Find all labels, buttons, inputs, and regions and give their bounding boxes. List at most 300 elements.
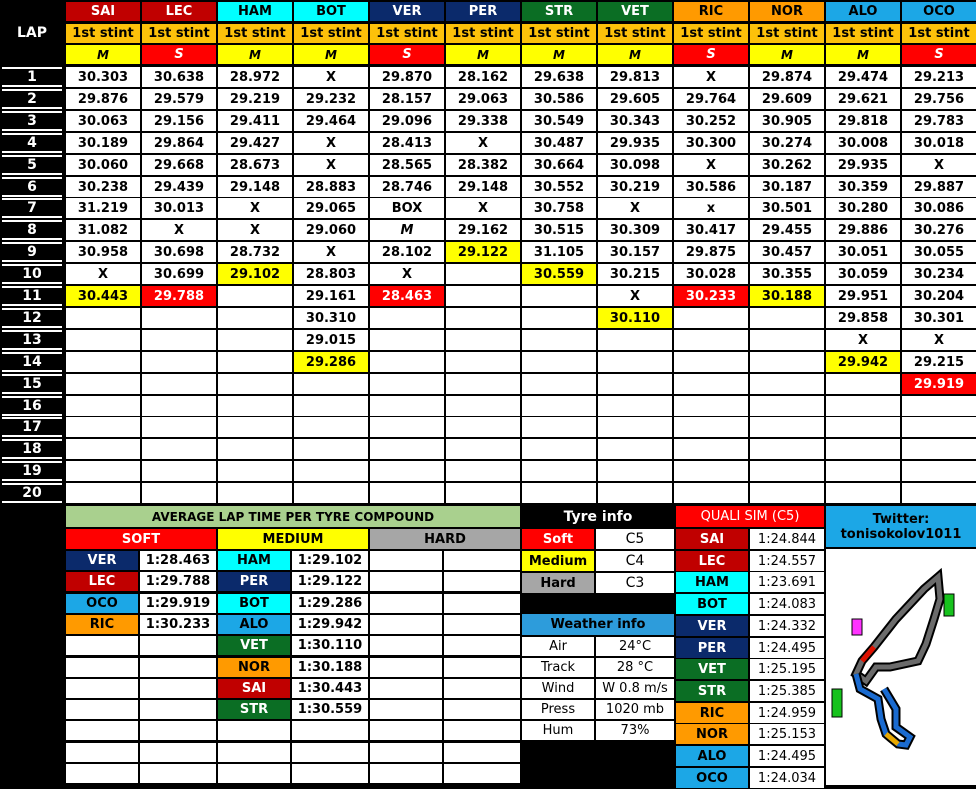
- lap-time-cell: 30.018: [902, 133, 976, 153]
- compound-label: M: [294, 45, 368, 64]
- compound-label: M: [66, 45, 140, 64]
- lap-time-cell: 29.887: [902, 177, 976, 197]
- lap-time-cell: 29.783: [902, 111, 976, 131]
- empty-cell: [370, 572, 442, 591]
- lap-time-cell: X: [598, 198, 672, 218]
- lap-time-cell: [66, 483, 140, 503]
- twitter-handle[interactable]: tonisokolov1011: [840, 526, 962, 542]
- lap-time-cell: 28.463: [370, 286, 444, 306]
- medium-driver: HAM: [218, 551, 290, 570]
- lap-time-cell: 28.162: [446, 67, 520, 87]
- empty-cell: [292, 743, 368, 762]
- lap-time-cell: 28.803: [294, 264, 368, 284]
- empty-cell: [444, 700, 520, 719]
- empty-cell: [66, 658, 138, 677]
- medium-driver: BOT: [218, 594, 290, 613]
- lap-time-cell: 29.161: [294, 286, 368, 306]
- lap-time-cell: 29.579: [142, 89, 216, 109]
- lap-time-cell: 30.059: [826, 264, 900, 284]
- stint-label: 1st stint: [66, 24, 140, 43]
- lap-time-cell: 29.858: [826, 308, 900, 328]
- lap-time-cell: 29.063: [446, 89, 520, 109]
- lap-time-cell: [294, 396, 368, 416]
- empty-cell: [444, 551, 520, 570]
- twitter-label: Twitter:: [872, 511, 930, 527]
- lap-time-cell: [142, 374, 216, 394]
- lap-time-cell: [598, 461, 672, 481]
- empty-cell: [444, 721, 520, 740]
- empty-cell: [66, 636, 138, 655]
- lap-number: 5: [2, 155, 62, 175]
- lap-time-cell: 30.343: [598, 111, 672, 131]
- stint-label: 1st stint: [522, 24, 596, 43]
- lap-time-cell: [66, 417, 140, 437]
- lap-time-cell: [522, 308, 596, 328]
- lap-number: 12: [2, 308, 62, 328]
- lap-time-cell: [218, 374, 292, 394]
- medium-driver: NOR: [218, 658, 290, 677]
- empty-cell: [444, 615, 520, 634]
- lap-time-cell: 30.664: [522, 155, 596, 175]
- lap-time-cell: [370, 308, 444, 328]
- lap-time-cell: [522, 483, 596, 503]
- lap-time-cell: [446, 417, 520, 437]
- lap-time-cell: 30.586: [522, 89, 596, 109]
- lap-number: 1: [2, 67, 62, 87]
- soft-time: 1:29.788: [140, 572, 216, 591]
- lap-time-cell: 29.474: [826, 67, 900, 87]
- stint-label: 1st stint: [218, 24, 292, 43]
- lap-time-cell: 29.215: [902, 352, 976, 372]
- soft-driver: VER: [66, 551, 138, 570]
- lap-time-cell: [294, 374, 368, 394]
- lap-time-cell: [294, 417, 368, 437]
- lap-time-cell: 29.232: [294, 89, 368, 109]
- lap-time-cell: [218, 352, 292, 372]
- driver-header: VER: [370, 2, 444, 21]
- empty-cell: [370, 679, 442, 698]
- empty-cell: [370, 636, 442, 655]
- empty-cell: [370, 743, 442, 762]
- medium-time: 1:30.110: [292, 636, 368, 655]
- empty-cell: [370, 658, 442, 677]
- driver-header: LEC: [142, 2, 216, 21]
- weather-title: Weather info: [522, 614, 674, 635]
- lap-time-cell: [66, 308, 140, 328]
- weather-label: Wind: [522, 679, 594, 698]
- compound-label: S: [902, 45, 976, 64]
- driver-header: BOT: [294, 2, 368, 21]
- quali-driver: LEC: [676, 551, 748, 571]
- lap-time-cell: 29.162: [446, 220, 520, 240]
- empty-cell: [444, 572, 520, 591]
- lap-time-cell: 28.102: [370, 242, 444, 262]
- lap-time-cell: [446, 396, 520, 416]
- lap-time-cell: 30.698: [142, 242, 216, 262]
- quali-time: 1:25.385: [750, 681, 824, 701]
- lap-time-cell: [902, 461, 976, 481]
- lap-time-cell: [142, 308, 216, 328]
- lap-number: 14: [2, 352, 62, 372]
- quali-driver: OCO: [676, 768, 748, 788]
- lap-time-cell: 28.883: [294, 177, 368, 197]
- medium-time: 1:29.122: [292, 572, 368, 591]
- lap-time-cell: [902, 439, 976, 459]
- lap-time-cell: 29.788: [142, 286, 216, 306]
- lap-time-cell: [750, 439, 824, 459]
- track-map: [826, 549, 976, 785]
- lap-time-cell: X: [826, 330, 900, 350]
- lap-time-cell: X: [142, 220, 216, 240]
- empty-cell: [140, 743, 216, 762]
- lap-time-cell: 29.935: [826, 155, 900, 175]
- lap-time-cell: 29.942: [826, 352, 900, 372]
- lap-time-cell: [66, 374, 140, 394]
- lap-number: 10: [2, 264, 62, 284]
- lap-time-cell: 29.065: [294, 198, 368, 218]
- weather-value: 24°C: [596, 637, 674, 656]
- lap-time-cell: 29.156: [142, 111, 216, 131]
- lap-time-cell: [598, 330, 672, 350]
- lap-time-cell: [142, 417, 216, 437]
- lap-time-cell: X: [218, 198, 292, 218]
- empty-cell: [370, 721, 442, 740]
- lap-time-cell: [674, 352, 748, 372]
- lap-time-cell: 30.758: [522, 198, 596, 218]
- soft-driver: RIC: [66, 615, 138, 634]
- lap-time-cell: 28.565: [370, 155, 444, 175]
- lap-time-cell: 30.189: [66, 133, 140, 153]
- lap-time-cell: 29.638: [522, 67, 596, 87]
- lap-time-cell: [446, 308, 520, 328]
- lap-time-cell: 30.157: [598, 242, 672, 262]
- lap-number: 16: [2, 396, 62, 416]
- lap-time-cell: [218, 461, 292, 481]
- lap-time-cell: [142, 461, 216, 481]
- lap-number: 7: [2, 198, 62, 218]
- soft-time: 1:28.463: [140, 551, 216, 570]
- medium-driver: VET: [218, 636, 290, 655]
- hard-header: HARD: [370, 529, 520, 549]
- lap-time-cell: 29.876: [66, 89, 140, 109]
- lap-time-cell: [218, 308, 292, 328]
- lap-time-cell: [674, 439, 748, 459]
- lap-time-cell: 28.732: [218, 242, 292, 262]
- soft-time: 1:30.233: [140, 615, 216, 634]
- empty-cell: [444, 658, 520, 677]
- empty-cell: [140, 636, 216, 655]
- quali-time: 1:24.495: [750, 746, 824, 766]
- lap-time-cell: [598, 417, 672, 437]
- quali-driver: SAI: [676, 529, 748, 549]
- lap-number: 18: [2, 439, 62, 459]
- lap-time-cell: 30.359: [826, 177, 900, 197]
- lap-time-cell: 29.439: [142, 177, 216, 197]
- medium-time: 1:30.188: [292, 658, 368, 677]
- quali-driver: ALO: [676, 746, 748, 766]
- lap-time-cell: 30.219: [598, 177, 672, 197]
- compound-label: S: [142, 45, 216, 64]
- lap-time-cell: [370, 461, 444, 481]
- lap-time-cell: [598, 374, 672, 394]
- quali-driver: VET: [676, 659, 748, 679]
- soft-driver: LEC: [66, 572, 138, 591]
- lap-time-cell: 29.605: [598, 89, 672, 109]
- lap-time-cell: 29.411: [218, 111, 292, 131]
- lap-time-cell: 29.870: [370, 67, 444, 87]
- lap-time-cell: 30.958: [66, 242, 140, 262]
- medium-time: 1:29.286: [292, 594, 368, 613]
- lap-time-cell: [294, 439, 368, 459]
- lap-time-cell: X: [294, 67, 368, 87]
- lap-time-cell: 30.234: [902, 264, 976, 284]
- lap-time-cell: [750, 308, 824, 328]
- lap-time-cell: 30.501: [750, 198, 824, 218]
- lap-time-cell: 29.338: [446, 111, 520, 131]
- lap-time-cell: 28.413: [370, 133, 444, 153]
- quali-time: 1:25.195: [750, 659, 824, 679]
- lap-time-cell: 30.309: [598, 220, 672, 240]
- stint-label: 1st stint: [598, 24, 672, 43]
- driver-header: STR: [522, 2, 596, 21]
- lap-time-cell: 29.919: [902, 374, 976, 394]
- lap-time-cell: 30.063: [66, 111, 140, 131]
- lap-time-cell: X: [598, 286, 672, 306]
- lap-time-cell: X: [902, 155, 976, 175]
- lap-time-cell: 29.935: [598, 133, 672, 153]
- lap-time-cell: 29.148: [218, 177, 292, 197]
- lap-time-cell: [750, 461, 824, 481]
- lap-time-cell: [66, 352, 140, 372]
- lap-header: LAP: [0, 2, 64, 64]
- lap-time-cell: [750, 417, 824, 437]
- lap-time-cell: [446, 264, 520, 284]
- lap-time-cell: X: [294, 242, 368, 262]
- lap-time-cell: 29.464: [294, 111, 368, 131]
- lap-time-cell: [522, 417, 596, 437]
- lap-time-cell: [826, 461, 900, 481]
- tyre-info-title: Tyre info: [522, 506, 674, 527]
- lap-time-cell: 30.274: [750, 133, 824, 153]
- lap-number: 11: [2, 286, 62, 306]
- empty-cell: [140, 764, 216, 783]
- lap-time-cell: 29.764: [674, 89, 748, 109]
- lap-time-cell: 30.457: [750, 242, 824, 262]
- lap-time-cell: 28.382: [446, 155, 520, 175]
- tyre-code: C4: [596, 551, 674, 571]
- lap-time-cell: [598, 483, 672, 503]
- lap-time-cell: [370, 483, 444, 503]
- empty-cell: [140, 700, 216, 719]
- lap-time-cell: 29.813: [598, 67, 672, 87]
- lap-number: 13: [2, 330, 62, 350]
- lap-time-cell: 29.609: [750, 89, 824, 109]
- lap-time-cell: [370, 417, 444, 437]
- lap-time-cell: 30.280: [826, 198, 900, 218]
- lap-time-cell: 29.015: [294, 330, 368, 350]
- lap-time-cell: 28.972: [218, 67, 292, 87]
- empty-cell: [370, 594, 442, 613]
- tyre-name: Medium: [522, 551, 594, 571]
- lap-time-cell: [522, 374, 596, 394]
- compound-label: S: [674, 45, 748, 64]
- empty-cell: [444, 594, 520, 613]
- lap-time-cell: [66, 330, 140, 350]
- lap-time-cell: [750, 396, 824, 416]
- lap-time-cell: 29.096: [370, 111, 444, 131]
- lap-time-cell: 30.310: [294, 308, 368, 328]
- lap-time-cell: [674, 396, 748, 416]
- driver-header: VET: [598, 2, 672, 21]
- quali-time: 1:24.495: [750, 638, 824, 658]
- lap-time-cell: X: [294, 155, 368, 175]
- driver-header: RIC: [674, 2, 748, 21]
- lap-time-cell: [674, 374, 748, 394]
- lap-time-cell: X: [446, 198, 520, 218]
- lap-time-cell: [142, 483, 216, 503]
- lap-time-cell: 30.051: [826, 242, 900, 262]
- quali-time: 1:24.557: [750, 551, 824, 571]
- weather-value: 1020 mb: [596, 700, 674, 719]
- lap-time-cell: 29.668: [142, 155, 216, 175]
- quali-time: 1:24.034: [750, 768, 824, 788]
- lap-number: 20: [2, 483, 62, 503]
- lap-time-cell: [66, 461, 140, 481]
- lap-time-cell: [66, 439, 140, 459]
- lap-time-cell: [66, 396, 140, 416]
- lap-time-cell: 29.060: [294, 220, 368, 240]
- lap-time-cell: [522, 352, 596, 372]
- lap-time-cell: [522, 396, 596, 416]
- soft-header: SOFT: [66, 529, 216, 549]
- empty-cell: [444, 679, 520, 698]
- lap-time-cell: 29.148: [446, 177, 520, 197]
- lap-time-cell: 31.082: [66, 220, 140, 240]
- lap-time-cell: [446, 439, 520, 459]
- lap-time-cell: [370, 374, 444, 394]
- lap-time-cell: [522, 439, 596, 459]
- lap-time-cell: 31.105: [522, 242, 596, 262]
- empty-cell: [66, 679, 138, 698]
- lap-time-cell: 28.746: [370, 177, 444, 197]
- compound-label: M: [598, 45, 672, 64]
- lap-time-cell: X: [294, 133, 368, 153]
- lap-time-cell: 30.098: [598, 155, 672, 175]
- quali-time: 1:24.332: [750, 616, 824, 636]
- lap-number: 2: [2, 89, 62, 109]
- lap-time-cell: 30.301: [902, 308, 976, 328]
- lap-time-cell: 30.252: [674, 111, 748, 131]
- lap-time-cell: [902, 483, 976, 503]
- quali-time: 1:23.691: [750, 572, 824, 592]
- compound-label: M: [826, 45, 900, 64]
- lap-time-cell: 29.213: [902, 67, 976, 87]
- lap-time-cell: [750, 330, 824, 350]
- lap-time-cell: 30.008: [826, 133, 900, 153]
- lap-time-cell: 31.219: [66, 198, 140, 218]
- lap-time-cell: [826, 439, 900, 459]
- medium-time: 1:29.102: [292, 551, 368, 570]
- lap-time-cell: 29.875: [674, 242, 748, 262]
- lap-time-cell: 30.443: [66, 286, 140, 306]
- empty-cell: [140, 679, 216, 698]
- lap-time-cell: 29.874: [750, 67, 824, 87]
- medium-driver: SAI: [218, 679, 290, 698]
- weather-value: 73%: [596, 721, 674, 740]
- lap-time-cell: 30.028: [674, 264, 748, 284]
- medium-driver: PER: [218, 572, 290, 591]
- lap-time-cell: [294, 461, 368, 481]
- quali-driver: STR: [676, 681, 748, 701]
- empty-cell: [66, 764, 138, 783]
- track-map-icon: [826, 549, 976, 785]
- empty-cell: [444, 636, 520, 655]
- empty-cell: [444, 743, 520, 762]
- lap-time-cell: 29.219: [218, 89, 292, 109]
- lap-time-cell: 30.552: [522, 177, 596, 197]
- lap-time-cell: [294, 483, 368, 503]
- lap-time-cell: [750, 374, 824, 394]
- stint-label: 1st stint: [750, 24, 824, 43]
- driver-header: OCO: [902, 2, 976, 21]
- lap-time-cell: 29.455: [750, 220, 824, 240]
- lap-time-cell: [674, 417, 748, 437]
- lap-time-cell: X: [446, 133, 520, 153]
- lap-time-cell: 30.417: [674, 220, 748, 240]
- quali-driver: NOR: [676, 724, 748, 744]
- quali-driver: PER: [676, 638, 748, 658]
- medium-driver: STR: [218, 700, 290, 719]
- lap-number: 19: [2, 461, 62, 481]
- lap-time-cell: [826, 396, 900, 416]
- tyre-name: Soft: [522, 529, 594, 549]
- empty-cell: [66, 700, 138, 719]
- lap-time-cell: 29.286: [294, 352, 368, 372]
- tyre-name: Hard: [522, 573, 594, 593]
- lap-time-cell: [826, 417, 900, 437]
- quali-driver: BOT: [676, 594, 748, 614]
- lap-time-cell: [598, 439, 672, 459]
- lap-time-cell: 29.621: [826, 89, 900, 109]
- lap-time-cell: 28.673: [218, 155, 292, 175]
- lap-time-cell: 29.756: [902, 89, 976, 109]
- lap-time-cell: 29.951: [826, 286, 900, 306]
- quali-driver: RIC: [676, 703, 748, 723]
- lap-time-cell: 29.886: [826, 220, 900, 240]
- stint-label: 1st stint: [446, 24, 520, 43]
- medium-driver: ALO: [218, 615, 290, 634]
- lap-number: 15: [2, 374, 62, 394]
- driver-header: NOR: [750, 2, 824, 21]
- lap-time-cell: 30.303: [66, 67, 140, 87]
- lap-time-cell: [370, 330, 444, 350]
- soft-driver: OCO: [66, 594, 138, 613]
- lap-time-cell: [902, 396, 976, 416]
- lap-time-cell: 30.204: [902, 286, 976, 306]
- stint-label: 1st stint: [294, 24, 368, 43]
- weather-value: W 0.8 m/s: [596, 679, 674, 698]
- weather-label: Air: [522, 637, 594, 656]
- quali-driver: VER: [676, 616, 748, 636]
- lap-time-cell: 29.122: [446, 242, 520, 262]
- lap-time-cell: [218, 286, 292, 306]
- lap-time-cell: 30.638: [142, 67, 216, 87]
- twitter-box: [826, 506, 976, 547]
- quali-time: 1:24.959: [750, 703, 824, 723]
- lap-time-cell: [674, 330, 748, 350]
- lap-time-cell: BOX: [370, 198, 444, 218]
- lap-time-cell: 30.300: [674, 133, 748, 153]
